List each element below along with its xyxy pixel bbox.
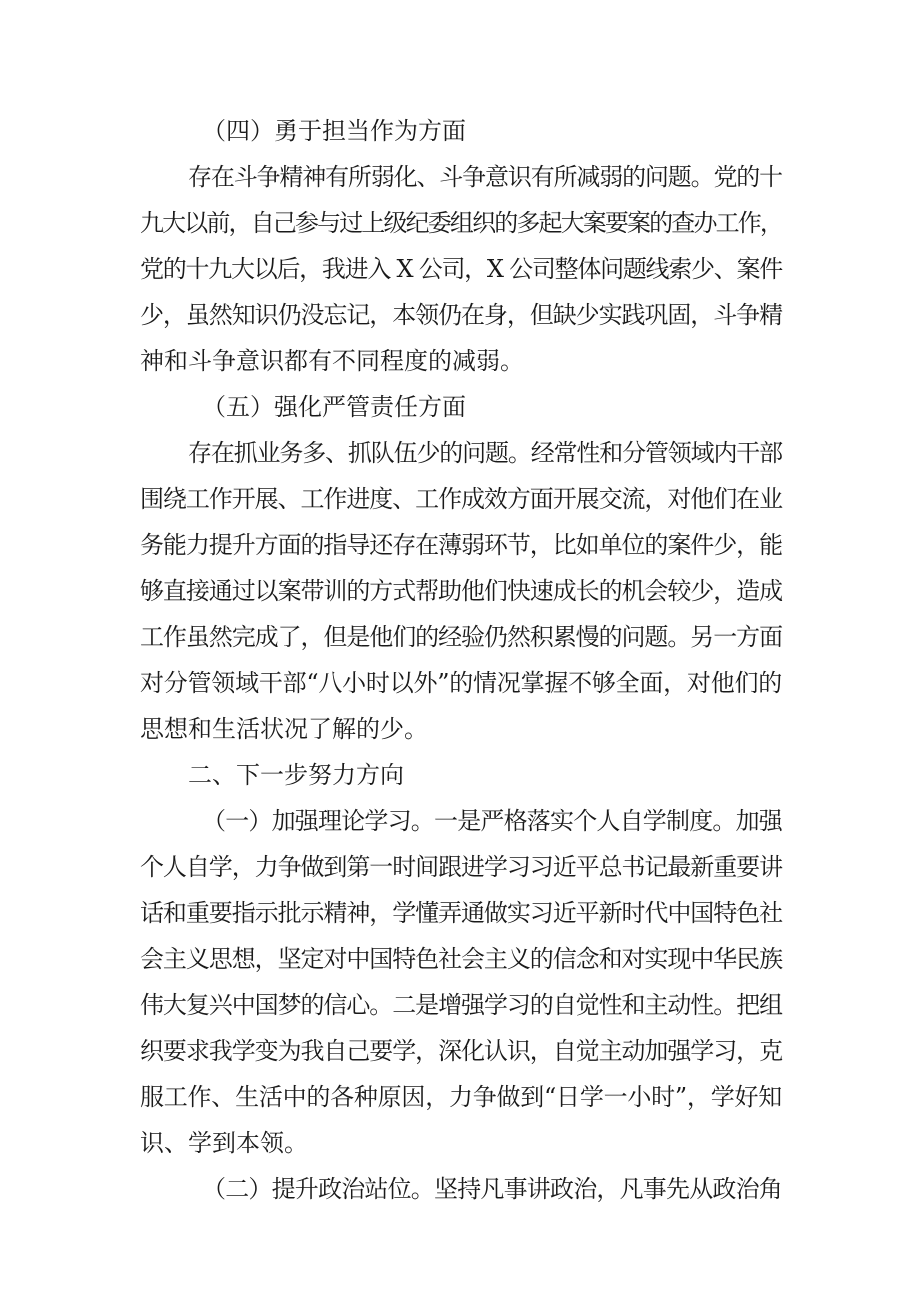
document-body <box>140 108 782 1212</box>
text-line: 少，虽然知识仍没忘记，本领仍在身，但缺少实践巩固，斗争精 <box>140 301 782 329</box>
text-line: 存在抓业务多、抓队伍少的问题。经常性和分管领域内干部 <box>188 439 782 467</box>
text-line: 个人自学，力争做到第一时间跟进学习习近平总书记最新重要讲 <box>140 853 782 881</box>
text-line: 会主义思想，坚定对中国特色社会主义的信念和对实现中华民族 <box>140 945 782 973</box>
text-line: 党的十九大以后，我进入 X 公司，X 公司整体问题线索少、案件 <box>140 255 782 283</box>
text-line: 服工作、生活中的各种原因，力争做到“日学一小时”，学好知 <box>140 1083 782 1111</box>
text-line: 伟大复兴中国梦的信心。二是增强学习的自觉性和主动性。把组 <box>140 991 782 1019</box>
text-line: （一）加强理论学习。一是严格落实个人自学制度。加强 <box>202 807 782 835</box>
text-line: 神和斗争意识都有不同程度的减弱。 <box>140 347 524 375</box>
text-line: （四）勇于担当作为方面 <box>202 117 466 145</box>
text-line: （五）强化严管责任方面 <box>202 393 466 421</box>
text-line: 够直接通过以案带训的方式帮助他们快速成长的机会较少，造成 <box>140 577 782 605</box>
text-line: 二、下一步努力方向 <box>188 761 404 789</box>
text-line: 围绕工作开展、工作进度、工作成效方面开展交流，对他们在业 <box>140 485 782 513</box>
text-line: 对分管领域干部“八小时以外”的情况掌握不够全面，对他们的 <box>140 669 782 697</box>
text-line: 织要求我学变为我自己要学，深化认识，自觉主动加强学习，克 <box>140 1037 782 1065</box>
text-line: （二）提升政治站位。坚持凡事讲政治，凡事先从政治角 <box>202 1175 782 1203</box>
text-line: 思想和生活状况了解的少。 <box>140 715 428 743</box>
text-line: 识、学到本领。 <box>140 1129 308 1157</box>
text-line: 工作虽然完成了，但是他们的经验仍然积累慢的问题。另一方面 <box>140 623 782 651</box>
text-line: 九大以前，自己参与过上级纪委组织的多起大案要案的查办工作， <box>140 209 782 237</box>
text-line: 务能力提升方面的指导还存在薄弱环节，比如单位的案件少，能 <box>140 531 782 559</box>
text-line: 存在斗争精神有所弱化、斗争意识有所减弱的问题。党的十 <box>188 163 782 191</box>
text-line: 话和重要指示批示精神，学懂弄通做实习近平新时代中国特色社 <box>140 899 782 927</box>
